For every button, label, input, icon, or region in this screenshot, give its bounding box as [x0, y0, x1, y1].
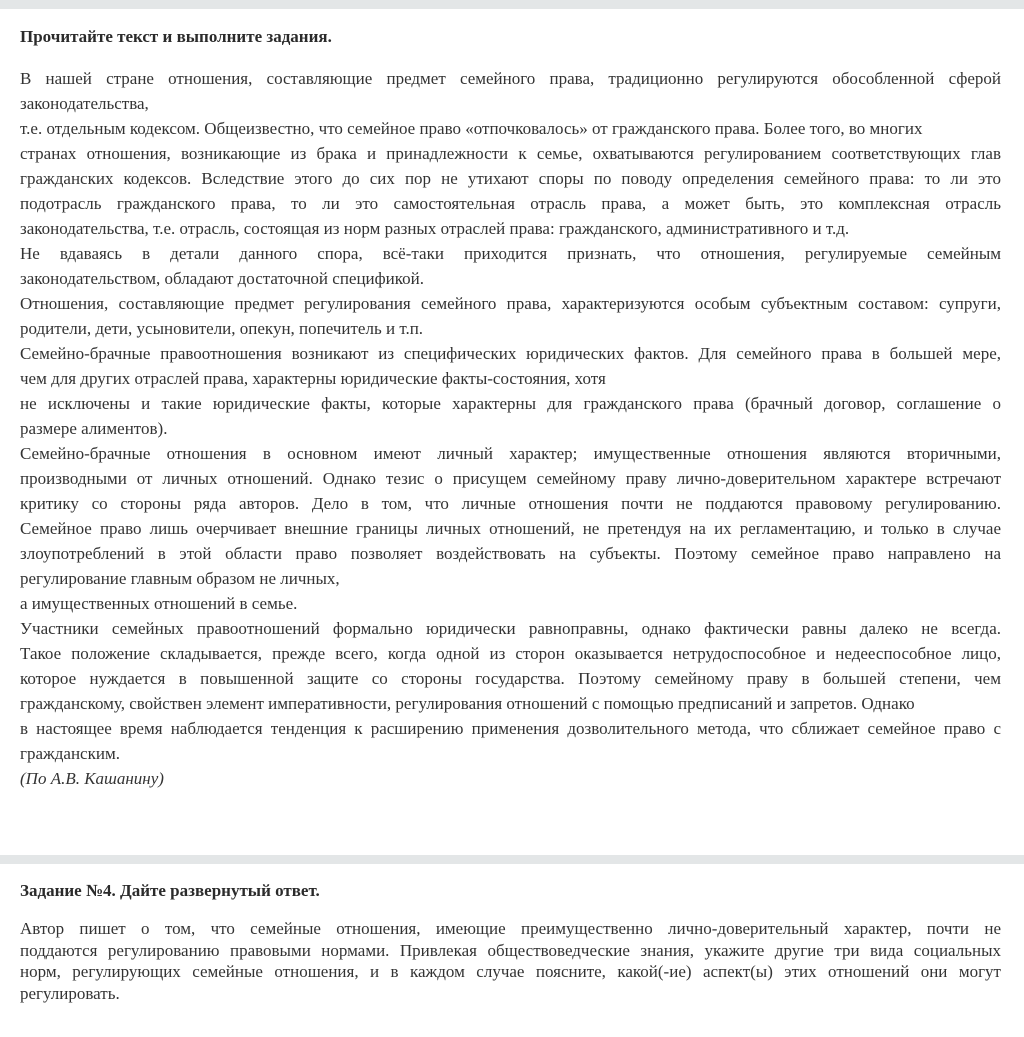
text-line: странах отношения, возникающие из брака и принадлежности к семье, охватываются регулированием соответствующих глав	[20, 144, 1001, 163]
section-divider-bar	[0, 855, 1024, 864]
text-line: Семейно-брачные правоотношения возникают из специфических юридических фактов. Для семейного права в большей мере,	[20, 344, 1001, 363]
text-line: подотрасль гражданского права, то ли это самостоятельная отрасль права, а может быть, это комплексная отрасль	[20, 194, 1001, 213]
task-text	[20, 918, 1001, 1004]
text-line: Семейное право лишь очерчивает внешние границы личных отношений, не претендуя на их регламентацию, и только в случае	[20, 519, 1001, 538]
reading-text-lines	[20, 66, 1001, 766]
text-line: критику со стороны ряда авторов. Дело в том, что личные отношения почти не поддаются правовому регулированию.	[20, 494, 1001, 513]
text-line: законодательства,	[20, 94, 149, 113]
top-divider-bar	[0, 0, 1024, 9]
reading-text	[20, 66, 1001, 791]
intro-heading: Прочитайте текст и выполните задания.	[20, 27, 332, 46]
text-line: чем для других отраслей права, характерны юридические факты-состояния, хотя	[20, 369, 606, 388]
text-line: гражданским.	[20, 744, 120, 763]
text-line: размере алиментов).	[20, 419, 168, 438]
text-line: злоупотреблений в этой области право позволяет воздействовать на субъекты. Поэтому семейное право направлено на	[20, 544, 1001, 563]
text-line: поддаются регулированию правовыми нормами. Привлекая обществоведческие знания, укажите другие три вида социальных	[20, 940, 1001, 960]
text-line: регулировать.	[20, 983, 120, 1003]
task-text-lines	[20, 918, 1001, 1004]
text-line: Такое положение складывается, прежде всего, когда одной из сторон оказывается нетрудоспособное и недееспособное лицо,	[20, 644, 1001, 663]
text-line: гражданскому, свойствен элемент императивности, регулирования отношений с помощью предписаний и запретов. Однако	[20, 694, 915, 713]
text-line: Автор пишет о том, что семейные отношения, имеющие преимущественно лично-доверительный характер, почти не	[20, 919, 1001, 938]
text-line: не исключены и такие юридические факты, которые характерны для гражданского права (брачный договор, соглашение о	[20, 394, 1001, 413]
text-line: которое нуждается в повышенной защите со стороны государства. Поэтому семейному праву в большей степени, чем	[20, 669, 1001, 688]
text-line: В нашей стране отношения, составляющие предмет семейного права, традиционно регулируются обособленной сферой	[20, 69, 1001, 88]
text-line: законодательства, т.е. отрасль, состоящая из норм разных отраслей права: гражданского, административного и т.д.	[20, 219, 850, 238]
text-line: Не вдаваясь в детали данного спора, всё-таки приходится признать, что отношения, регулируемые семейным	[20, 244, 1001, 263]
text-line: а имущественных отношений в семье.	[20, 594, 298, 613]
text-line: норм, регулирующих семейные отношения, и в каждом случае поясните, какой(-ие) аспект(ы) этих отношений они могут	[20, 962, 1001, 981]
text-line: регулирование главным образом не личных,	[20, 569, 340, 588]
text-line: законодательством, обладают достаточной спецификой.	[20, 269, 425, 288]
text-line: гражданских кодексов. Вследствие этого до сих пор не утихают споры по поводу определения семейного права: то ли это	[20, 169, 1001, 188]
text-line: Участники семейных правоотношений формально юридически равноправны, однако фактически равны далеко не всегда.	[20, 619, 1001, 638]
text-line: в настоящее время наблюдается тенденция к расширению применения дозволительного метода, что сближает семейное право с	[20, 719, 1001, 738]
text-line: родители, дети, усыновители, опекун, попечитель и т.п.	[20, 319, 424, 338]
text-line: Семейно-брачные отношения в основном имеют личный характер; имущественные отношения являются вторичными,	[20, 444, 1001, 463]
text-line: т.е. отдельным кодексом. Общеизвестно, что семейное право «отпочковалось» от гражданского права. Более того, во многих	[20, 119, 923, 138]
text-source: (По А.В. Кашанину)	[20, 769, 164, 788]
text-line: Отношения, составляющие предмет регулирования семейного права, характеризуются особым субъектным составом: супруги,	[20, 294, 1001, 313]
task-heading: Задание №4. Дайте развернутый ответ.	[20, 881, 320, 900]
text-line: производными от личных отношений. Однако тезис о присущем семейному праву лично-доверительном характере встречают	[20, 469, 1001, 488]
